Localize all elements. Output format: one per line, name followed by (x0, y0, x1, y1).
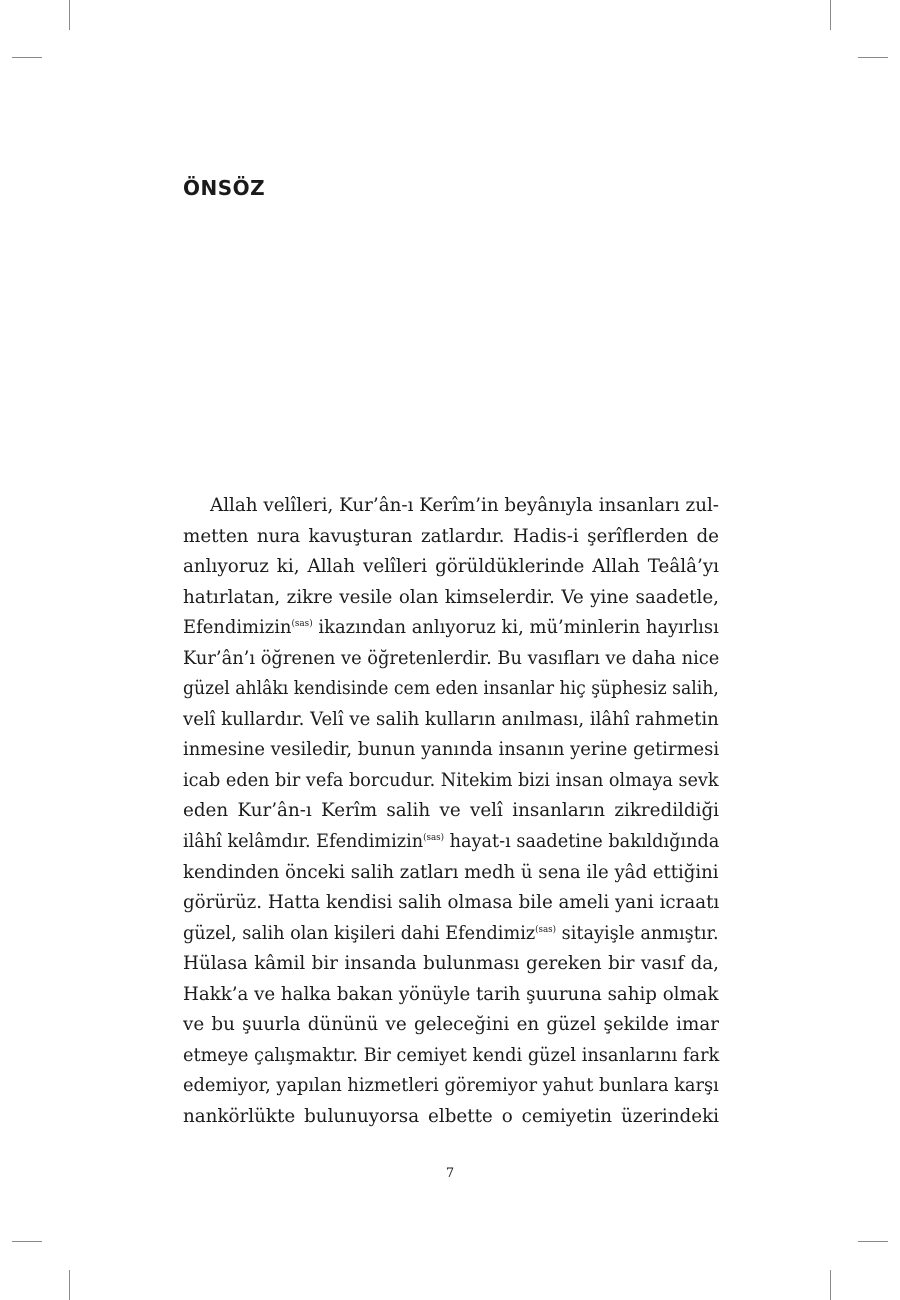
text-line: Efendimizin$^{(sas)}$ ikazından anlıyoruz ki, mü’minlerin hayırlısı (183, 617, 719, 639)
text-line: inmesine vesiledir, bunun yanında insanın yerine getirmesi (183, 739, 720, 761)
crop-mark-right-top (858, 57, 888, 58)
text-line: güzel, salih olan kişileri dahi Efendimiz$^{(sas)}$ sitayişle anmıştır. (183, 922, 719, 944)
crop-mark-bottom-right (830, 1270, 831, 1300)
text-line: güzel ahlâkı kendisinde cem eden insanlar hiç şüphesiz salih, (183, 678, 719, 700)
text-line: ilâhî kelâmdır. Efendimizin$^{(sas)}$ hayat-ı saadetine bakıldığında (183, 831, 720, 853)
text-line: kendinden önceki salih zatları medh ü sena ile yâd ettiğini (183, 861, 719, 883)
text-line: hatırlatan, zikre vesile olan kimselerdir. Ve yine saadetle, (183, 586, 719, 608)
text-line: etmeye çalışmaktır. Bir cemiyet kendi güzel insanlarını fark (183, 1044, 720, 1066)
text-line: edemiyor, yapılan hizmetleri göremiyor yahut bunlara karşı (183, 1075, 719, 1097)
page-number: 7 (445, 1166, 455, 1181)
honorific-superscript: (sas) (291, 619, 313, 630)
text-line: Hülasa kâmil bir insanda bulunması gereken bir vasıf da, (183, 953, 719, 975)
text-line: metten nura kavuşturan zatlardır. Hadis-i şerîflerden de (183, 525, 719, 547)
text-line: görürüz. Hatta kendisi salih olmasa bile ameli yani icraatı (183, 892, 720, 914)
crop-mark-left-bottom (12, 1241, 42, 1242)
crop-mark-top-right (830, 0, 831, 30)
text-line: anlıyoruz ki, Allah velîleri görüldüklerinde Allah Teâlâ’yı (183, 556, 719, 578)
crop-mark-right-bottom (858, 1241, 888, 1242)
text-line: eden Kur’ân-ı Kerîm salih ve velî insanların zikredildiği (183, 800, 719, 822)
text-line: Allah velîleri, Kur’ân-ı Kerîm’in beyânıyla insanları zul- (210, 495, 719, 516)
body-paragraph (183, 491, 719, 1132)
text-line: velî kullardır. Velî ve salih kulların anılması, ilâhî rahmetin (183, 708, 719, 730)
text-line: icab eden bir vefa borcudur. Nitekim bizi insan olmaya sevk (183, 769, 719, 791)
honorific-superscript: (sas) (535, 924, 557, 935)
text-line: ve bu şuurla dününü ve geleceğini en güzel şekilde imar (183, 1014, 719, 1036)
crop-mark-bottom-left (69, 1270, 70, 1300)
text-line: nankörlükte bulunuyorsa elbette o cemiyetin üzerindeki (183, 1105, 719, 1127)
text-line: Hakk’a ve halka bakan yönüyle tarih şuuruna sahip olmak (183, 983, 719, 1005)
text-line: Kur’ân’ı öğrenen ve öğretenlerdir. Bu vasıfları ve daha nice (183, 647, 720, 669)
chapter-heading: ÖNSÖZ (183, 176, 266, 200)
crop-mark-top-left (69, 0, 70, 30)
honorific-superscript: (sas) (423, 833, 444, 844)
crop-mark-left-top (12, 57, 42, 58)
